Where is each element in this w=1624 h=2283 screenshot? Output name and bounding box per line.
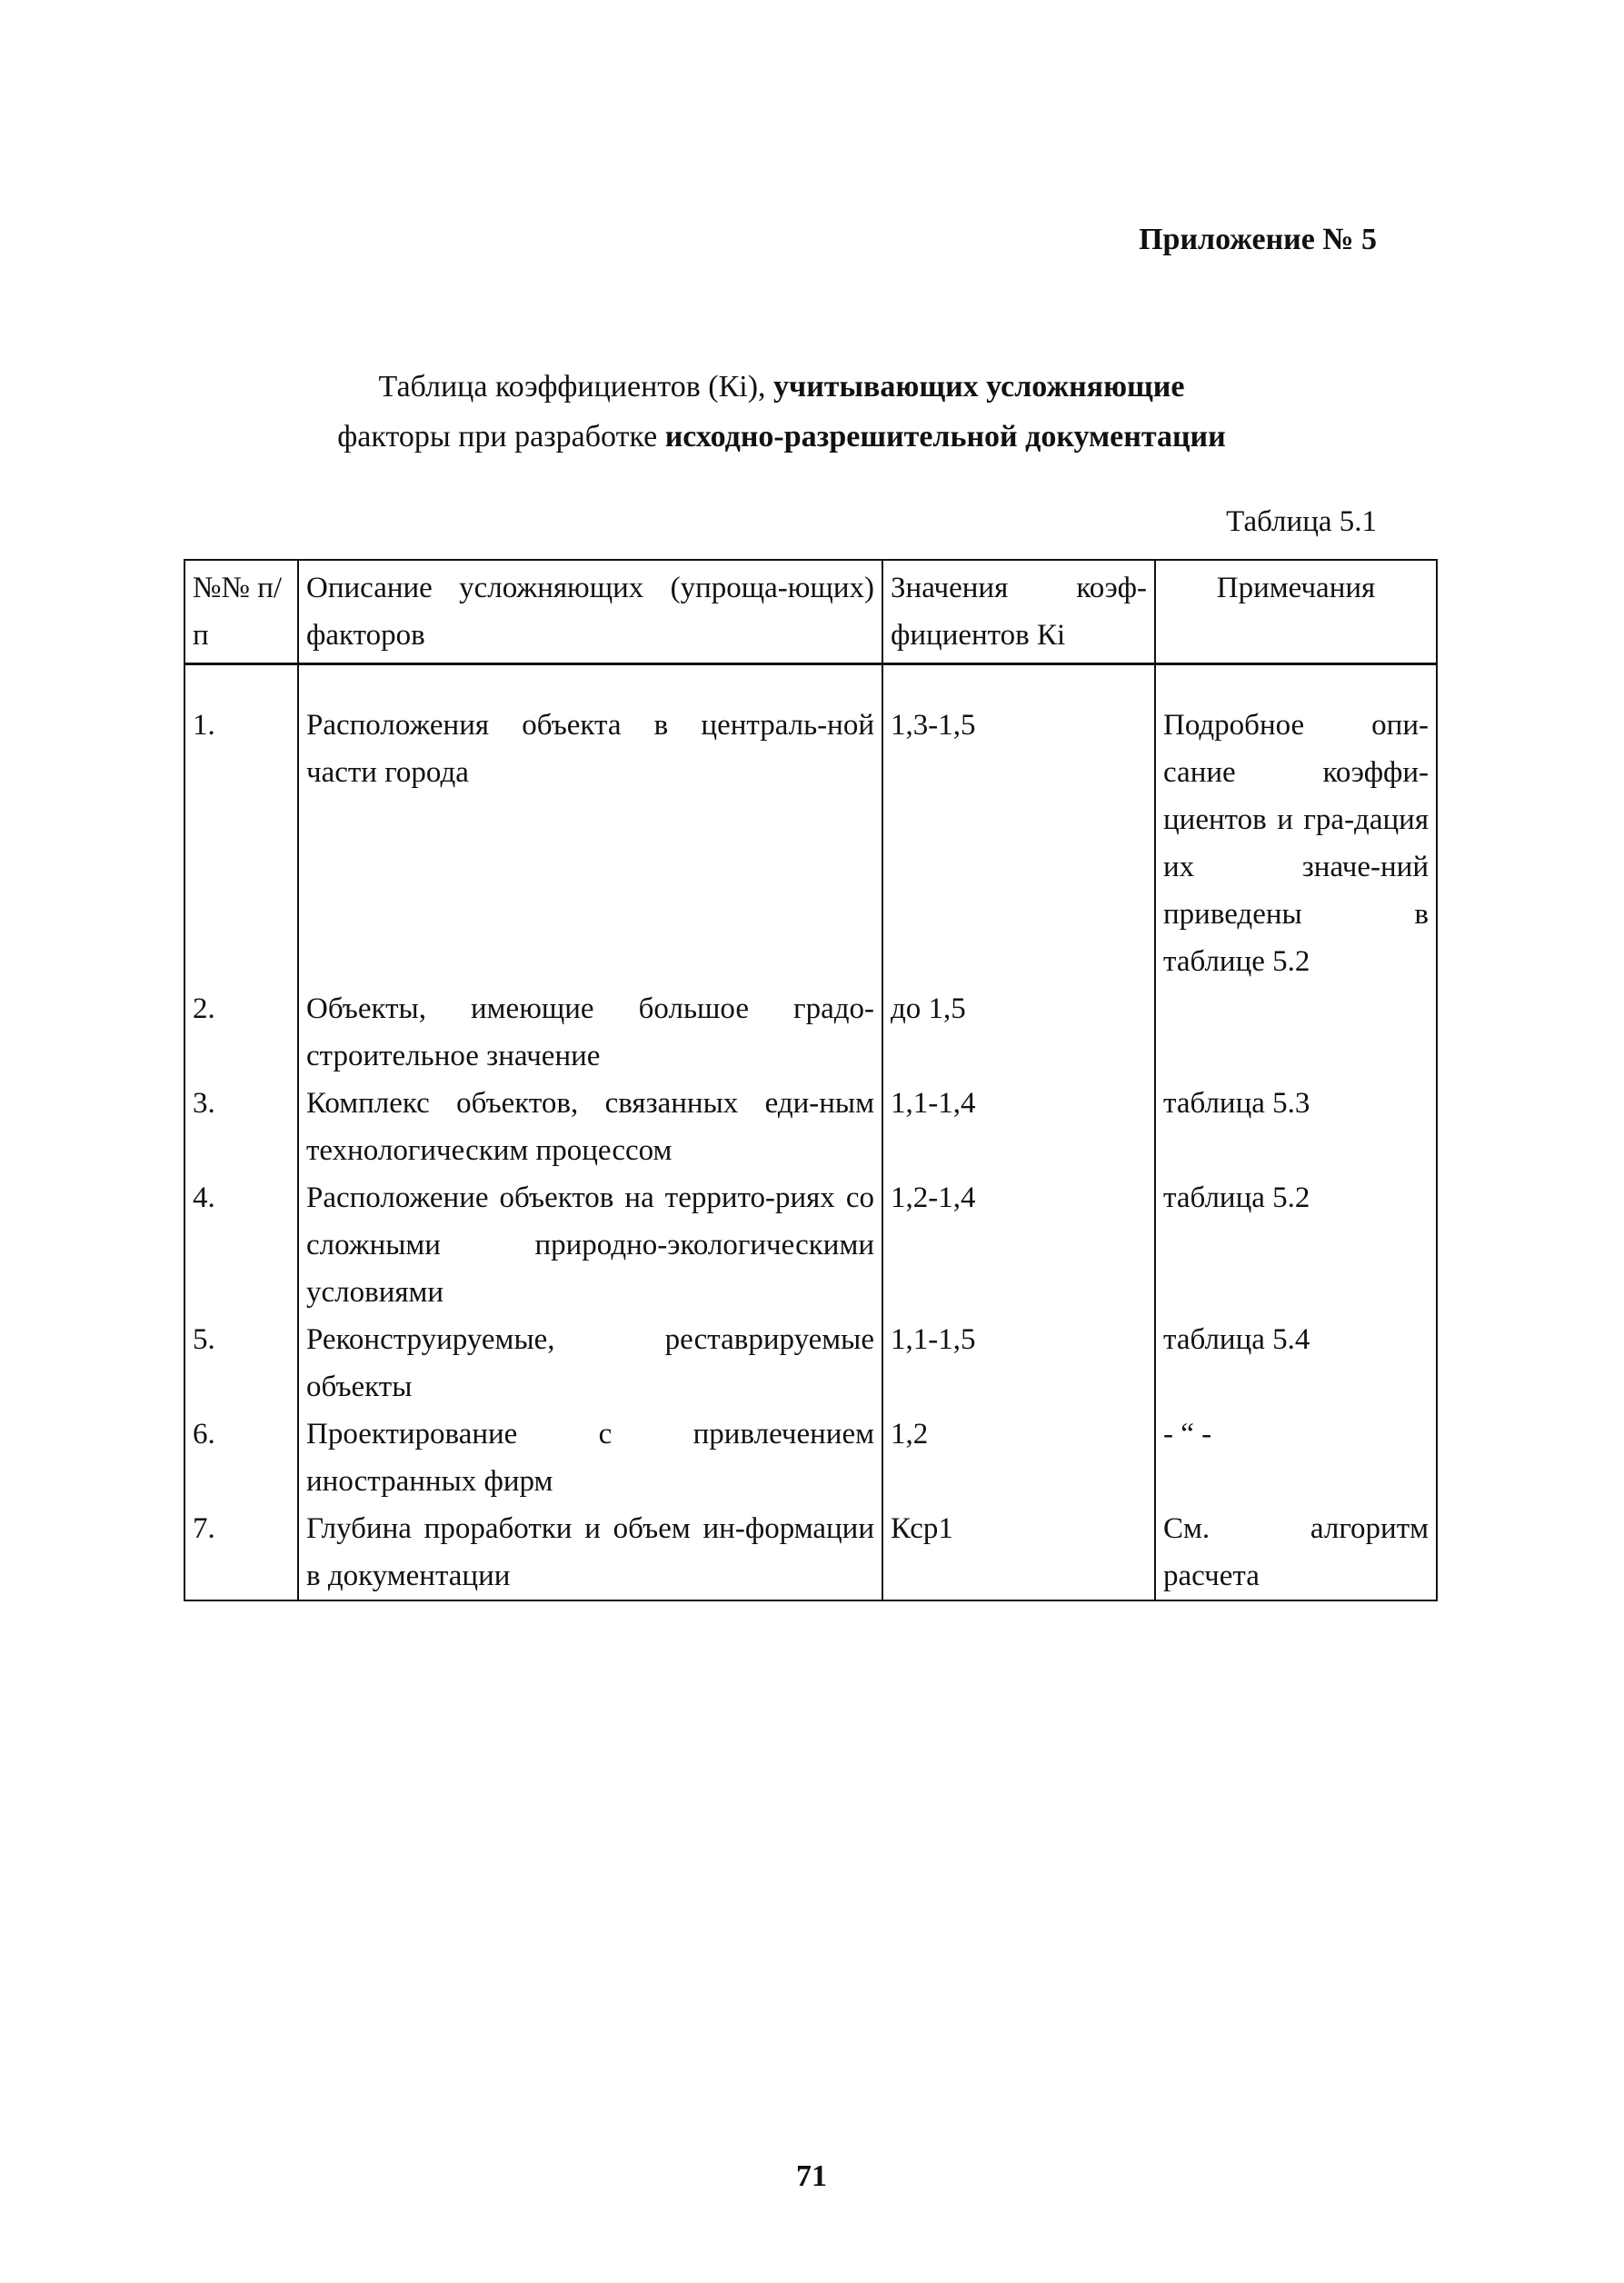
- row-description: Расположение объектов на террито-риях со сложными природно-экологическими условиями: [298, 1174, 882, 1316]
- row-value: 1,1-1,5: [882, 1316, 1155, 1411]
- table-row: [184, 1505, 1437, 1600]
- row-num: 4.: [184, 1174, 298, 1316]
- row-value: 1,2: [882, 1411, 1155, 1505]
- header-num: №№ п/п: [184, 560, 298, 664]
- row-value: до 1,5: [882, 985, 1155, 1080]
- table-row: [184, 1316, 1437, 1411]
- document-title: [227, 362, 1336, 462]
- title-line-2: [227, 412, 1336, 462]
- row-note: Подробное опи-сание коэффи-циентов и гра-дация их значе-ний приведены в таблице 5.2: [1155, 664, 1437, 986]
- row-description: Проектирование с привлечением иностранных фирм: [298, 1411, 882, 1505]
- row-num: 2.: [184, 985, 298, 1080]
- row-description: Глубина проработки и объем ин-формации в документации: [298, 1505, 882, 1600]
- row-value: 1,2-1,4: [882, 1174, 1155, 1316]
- row-description: Расположения объекта в централь-ной части города: [298, 664, 882, 986]
- table-row: [184, 1080, 1437, 1174]
- coefficients-table: [184, 559, 1438, 1601]
- row-note: таблица 5.2: [1155, 1174, 1437, 1316]
- row-num: 5.: [184, 1316, 298, 1411]
- title-line-1-normal: Таблица коэффициентов (Кi),: [378, 370, 774, 404]
- header-description: Описание усложняющих (упроща-ющих) факторов: [298, 560, 882, 664]
- row-note: - “ -: [1155, 1411, 1437, 1505]
- table-header-row: [184, 560, 1437, 664]
- row-num: 3.: [184, 1080, 298, 1174]
- table-row: [184, 1411, 1437, 1505]
- row-note: См. алгоритм расчета: [1155, 1505, 1437, 1600]
- header-notes: Примечания: [1155, 560, 1437, 664]
- table-row: [184, 985, 1437, 1080]
- row-note: таблица 5.4: [1155, 1316, 1437, 1411]
- row-note: таблица 5.3: [1155, 1080, 1437, 1174]
- row-value: Кср1: [882, 1505, 1155, 1600]
- appendix-label: Приложение № 5: [1139, 223, 1377, 256]
- title-line-2-normal: факторы при разработке: [337, 420, 665, 454]
- title-line-2-bold: исходно-разрешительной документации: [664, 420, 1226, 454]
- row-value: 1,1-1,4: [882, 1080, 1155, 1174]
- title-line-1: [227, 362, 1336, 412]
- row-note: [1155, 985, 1437, 1080]
- row-description: Реконструируемые, реставрируемые объекты: [298, 1316, 882, 1411]
- row-description: Объекты, имеющие большое градо-строительное значение: [298, 985, 882, 1080]
- page-number: 71: [796, 2159, 827, 2193]
- table-caption: Таблица 5.1: [1226, 505, 1377, 538]
- table-row: [184, 1174, 1437, 1316]
- row-num: 6.: [184, 1411, 298, 1505]
- header-values: Значения коэф-фициентов Кi: [882, 560, 1155, 664]
- row-num: 1.: [184, 664, 298, 986]
- row-description: Комплекс объектов, связанных еди-ным технологическим процессом: [298, 1080, 882, 1174]
- row-num: 7.: [184, 1505, 298, 1600]
- title-line-1-bold: учитывающих усложняющие: [773, 370, 1185, 404]
- row-value: 1,3-1,5: [882, 664, 1155, 986]
- table-row: [184, 664, 1437, 986]
